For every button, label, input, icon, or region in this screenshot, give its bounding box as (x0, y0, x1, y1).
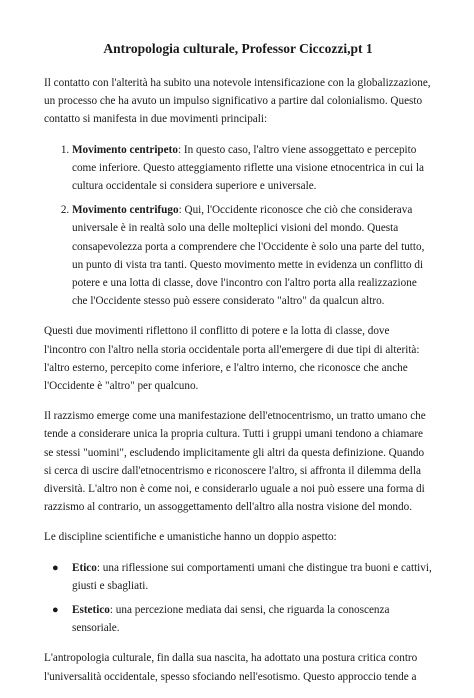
list-item-estetico (52, 601, 432, 637)
list-item-centripeto (72, 141, 432, 196)
term-centrifugo: Movimento centrifugo (72, 204, 179, 217)
bullet-icon: ● (52, 561, 59, 574)
list-item-centrifugo (72, 201, 432, 310)
list-item-etico (52, 559, 432, 595)
aspects-list (44, 559, 432, 638)
movements-list (44, 141, 432, 311)
paragraph-antropologia: L'antropologia culturale, fin dalla sua nascita, ha adottato una postura critica contro l'universalità occidentale, spesso sfociando nell'esotismo. Questo approccio tende a (44, 652, 418, 683)
bullet-icon: ● (52, 604, 59, 617)
document-page (44, 40, 432, 698)
text-estetico: : una percezione mediata dai sensi, che riguarda la conoscenza sensoriale. (72, 604, 390, 635)
term-etico: Etico (72, 561, 97, 574)
intro-paragraph: Il contatto con l'alterità ha subito una notevole intensificazione con la globalizzazione, un processo che ha avuto un impulso significativo a partire dal colonialismo. Questo contatto si manifesta in due movimenti principali: (44, 77, 431, 126)
term-estetico: Estetico (72, 604, 110, 617)
document-title: Antropologia culturale, Professor Ciccozzi,pt 1 (103, 41, 373, 56)
term-centripeto: Movimento centripeto (72, 143, 178, 156)
paragraph-discipline: Le discipline scientifiche e umanistiche hanno un doppio aspetto: (44, 531, 337, 544)
paragraph-razzismo: Il razzismo emerge come una manifestazione dell'etnocentrismo, un tratto umano che tende a considerare unica la propria cultura. Tutti i gruppi umani tendono a chiamare se stessi "uomini", escludendo implicitamente gli altri da questa definizione. Quando si cerca di uscire dall'etnocentrismo e riconoscere l'altro, si affronta il dilemma della diversità. L'altro non è come noi, e considerarlo uguale a noi può essere una forma di razzismo al contrario, un assoggettamento dell'altro alla nostra visione del mondo. (44, 410, 426, 514)
text-etico: : una riflessione sui comportamenti umani che distingue tra buoni e cattivi, giusti e sbagliati. (72, 561, 432, 592)
text-centripeto: : In questo caso, l'altro viene assoggettato e percepito come inferiore. Questo atteggiamento riflette una visione etnocentrica in cui la cultura occidentale si considera superiore e universale. (72, 143, 424, 193)
paragraph-alterita: Questi due movimenti riflettono il conflitto di potere e la lotta di classe, dove l'incontro con l'altro nella storia occidentale porta all'emergere di due tipi di alterità: l'altro esterno, percepito come inferiore, e l'altro interno, che riconosce che anche l'Occidente è "altro" per qualcuno. (44, 325, 420, 393)
text-centrifugo: : Qui, l'Occidente riconosce che ciò che considerava universale è in realtà solo una delle molteplici visioni del mondo. Questa consapevolezza porta a comprendere che l'Occidente è solo una parte del tutto, un punto di vista tra tanti. Questo movimento mette in evidenza un conflitto di potere e una lotta di classe, dove l'incontro con l'altro porta alla realizzazione che l'Occidente stesso può essere considerato "altro" da qualcun altro. (72, 204, 425, 308)
